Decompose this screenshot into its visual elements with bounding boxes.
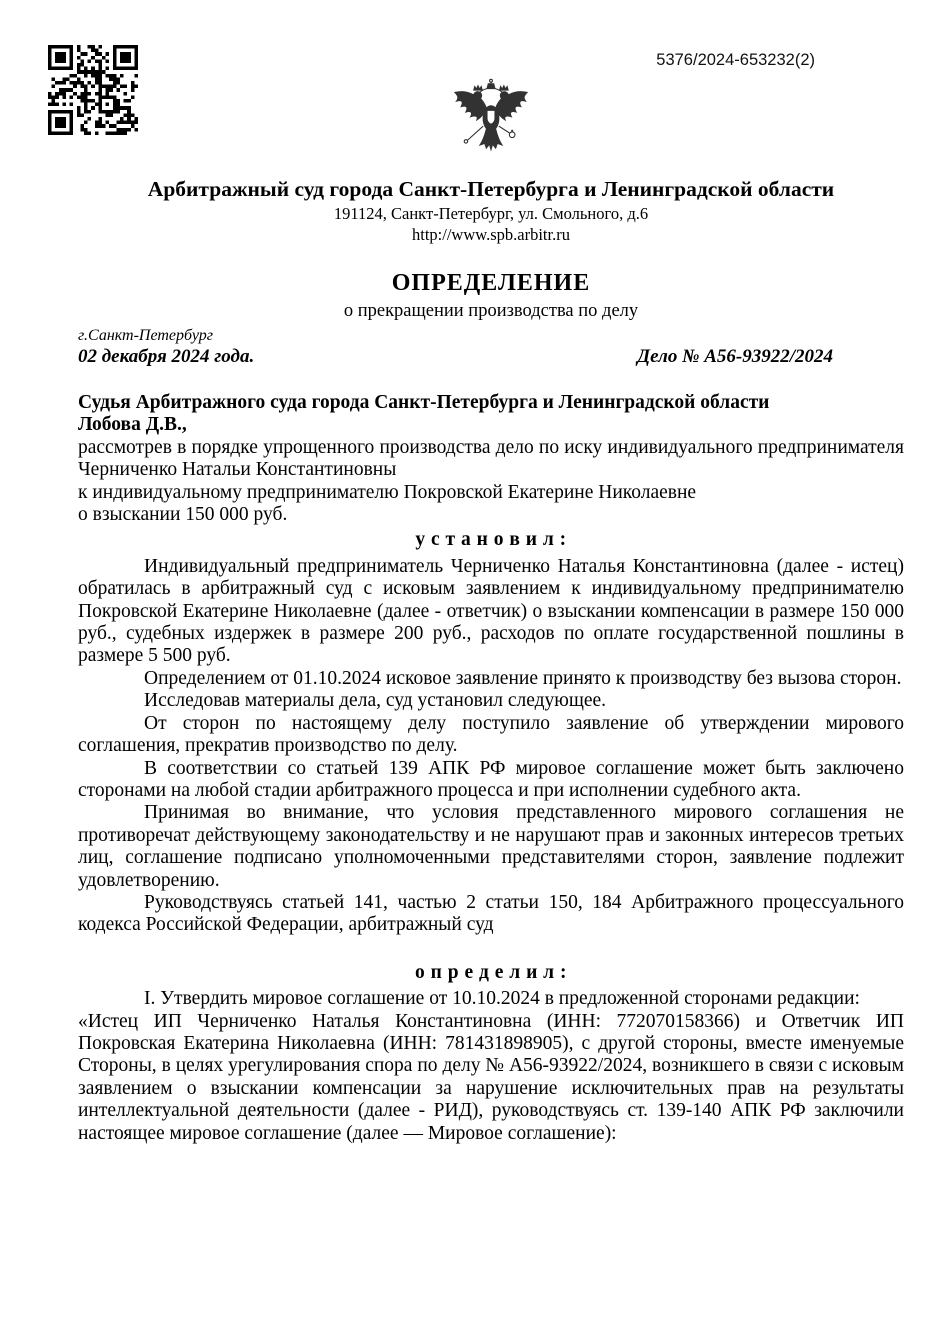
document-title: ОПРЕДЕЛЕНИЕ bbox=[391, 270, 591, 296]
body-paragraph: Принимая во внимание, что условия представленного мирового соглашения не противоречат действующему законодательству и не нарушают прав и законных интересов третьих лиц, соглашение подписано уполномоченными представителями сторон, заявление подлежит удовлетворению. bbox=[78, 802, 904, 891]
intro-line: к индивидуальному предпринимателю Покровской Екатерине Николаевне bbox=[78, 481, 697, 503]
date-case-row bbox=[78, 346, 904, 368]
qr-code-icon bbox=[48, 45, 138, 135]
intro-line: о взыскании 150 000 руб. bbox=[78, 504, 288, 526]
place-line: г.Санкт-Петербург bbox=[78, 327, 213, 344]
intro-line: рассмотрев в порядке упрощенного производства дело по иску индивидуального предпринимателя Черниченко Натальи Константиновны bbox=[78, 436, 904, 481]
ustanovil-heading: у с т а н о в и л : bbox=[415, 529, 567, 551]
body-paragraph: От сторон по настоящему делу поступило заявление об утверждении мирового соглашения, прекратив производство по делу. bbox=[78, 712, 904, 757]
document-body bbox=[78, 392, 904, 1145]
document-subtitle: о прекращении производства по делу bbox=[343, 301, 639, 321]
emblem-wrap bbox=[78, 76, 904, 170]
opredelil-heading: о п р е д е л и л : bbox=[415, 961, 567, 983]
court-name: Арбитражный суд города Санкт-Петербурга и Ленинградской области bbox=[147, 177, 835, 201]
judge-line: Судья Арбитражного суда города Санкт-Петербурга и Ленинградской области bbox=[78, 392, 770, 413]
body-paragraph: Индивидуальный предприниматель Черниченко Наталья Константиновна (далее - истец) обратилась в арбитражный суд с исковым заявлением к индивидуальному предпринимателю Покровской Екатерине Николаевне (далее - ответчик) о взыскании компенсации в размере 150 000 руб., судебных издержек в размере 200 руб., расходов по оплате государственной пошлины в размере 5 500 руб. bbox=[78, 555, 904, 667]
body-paragraph: Руководствуясь статьей 141, частью 2 статьи 150, 184 Арбитражного процессуального кодекса Российской Федерации, арбитражный суд bbox=[78, 891, 904, 936]
coat-of-arms-icon bbox=[444, 76, 538, 170]
body-paragraph: «Истец ИП Черниченко Наталья Константиновна (ИНН: 772070158366) и Ответчик ИП Покровская Екатерина Николаевна (ИНН: 781431898905), с другой стороны, вместе именуемые Стороны, в целях урегулирования спора по делу № А56-93922/2024, возникшего в связи с исковым заявлением о взыскании компенсации за нарушение исключительных прав на результаты интеллектуальной деятельности (далее - РИД), руководствуясь ст. 139-140 АПК РФ заключили настоящее мировое соглашение (далее — Мировое соглашение): bbox=[78, 1010, 904, 1144]
case-number: Дело № А56-93922/2024 bbox=[637, 346, 833, 367]
court-website: http://www.spb.arbitr.ru bbox=[412, 225, 570, 244]
court-address: 191124, Санкт-Петербург, ул. Смольного, д.6 bbox=[333, 204, 649, 223]
body-paragraph: В соответствии со статьей 139 АПК РФ мировое соглашение может быть заключено сторонами на любой стадии арбитражного процесса и при исполнении судебного акта. bbox=[78, 757, 904, 801]
judge-line: Лобова Д.В., bbox=[78, 414, 187, 436]
body-paragraph: Исследовав материалы дела, суд установил следующее. bbox=[144, 690, 607, 712]
body-paragraph: I. Утвердить мировое соглашение от 10.10.2024 в предложенной сторонами редакции: bbox=[144, 988, 860, 1010]
date-line: 02 декабря 2024 года. bbox=[78, 346, 255, 367]
body-paragraph: Определением от 01.10.2024 исковое заявление принято к производству без вызова сторон. bbox=[144, 667, 902, 689]
document-number: 5376/2024-653232(2) bbox=[656, 51, 815, 69]
